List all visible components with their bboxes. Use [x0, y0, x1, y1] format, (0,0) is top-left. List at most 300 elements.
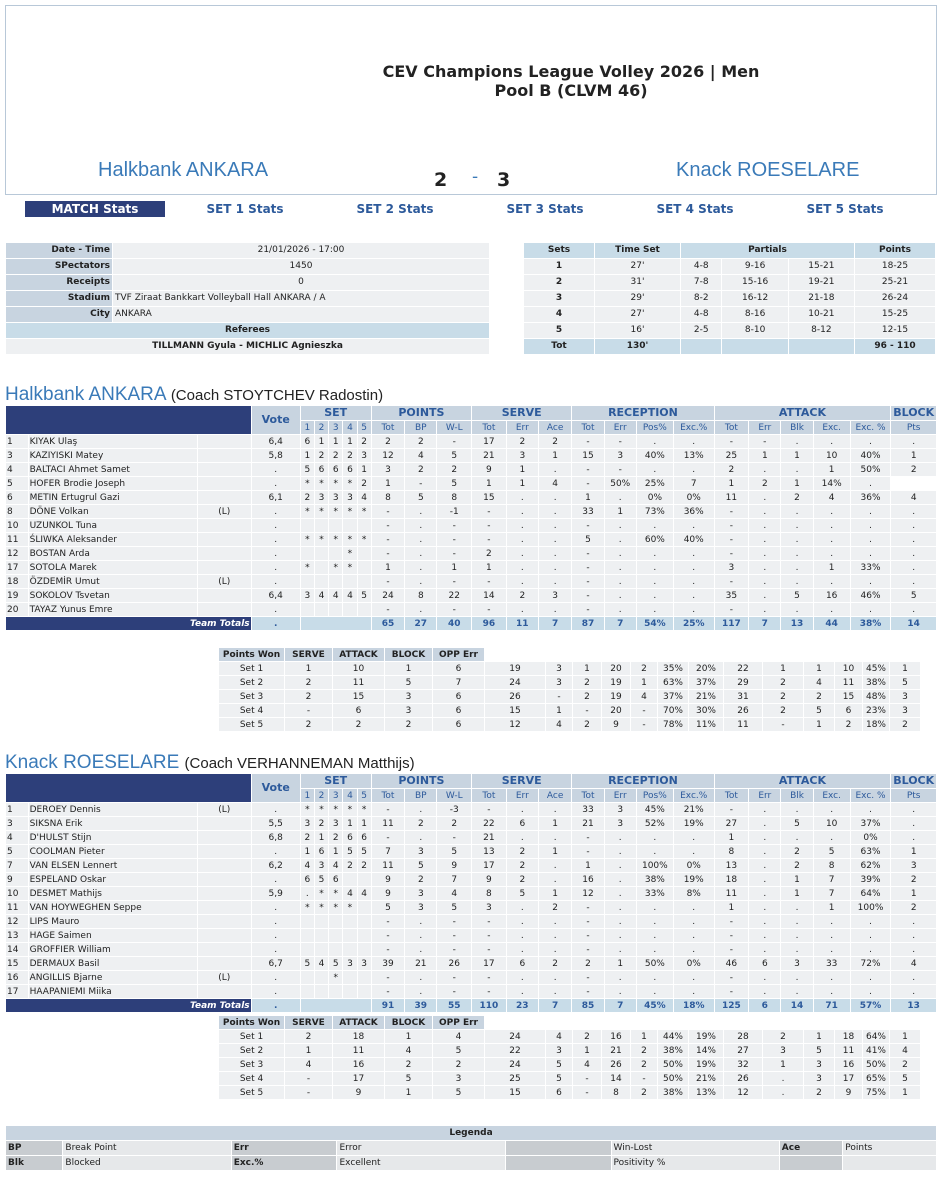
- player-row: [6, 901, 936, 914]
- stat-cell: .: [405, 603, 436, 616]
- player-name[interactable]: SOKOLOV Tsvetan: [29, 589, 197, 602]
- totals-cell: 23: [507, 999, 538, 1012]
- stat-cell: 50%: [605, 477, 636, 490]
- player-name[interactable]: BALTACI Ahmet Samet: [29, 463, 197, 476]
- stat-cell: 39%: [851, 873, 891, 886]
- stats-sub-header: Tot: [715, 421, 749, 434]
- stat-cell: 2: [405, 463, 436, 476]
- stat-cell: *: [301, 803, 314, 816]
- player-name[interactable]: KIYAK Ulaş: [29, 435, 197, 448]
- stats-sub-header: Err: [605, 421, 636, 434]
- points-won-cell: 4: [573, 1058, 601, 1071]
- points-won-cell: 2: [631, 1086, 657, 1099]
- player-row: [6, 435, 936, 448]
- libero-flag: [198, 957, 251, 970]
- stat-cell: -: [437, 915, 471, 928]
- stat-cell: -: [572, 561, 603, 574]
- stat-cell: 1: [315, 831, 328, 844]
- stat-cell: 2: [315, 449, 328, 462]
- points-won-row: [219, 1072, 938, 1085]
- home-team-name[interactable]: Halkbank ANKARA: [98, 159, 269, 181]
- stats-sub-header: Ace: [539, 789, 571, 802]
- stat-cell: .: [781, 929, 812, 942]
- player-number: 3: [6, 449, 28, 462]
- legend-desc: Points: [843, 1141, 936, 1155]
- player-name[interactable]: LIPS Mauro: [29, 915, 197, 928]
- stat-cell: 2: [507, 859, 538, 872]
- stat-cell: .: [814, 971, 850, 984]
- stat-cell: 1: [539, 817, 571, 830]
- points-won-cell: 65%: [863, 1072, 889, 1085]
- tab-set1-stats[interactable]: SET 1 Stats: [206, 202, 284, 216]
- totals-cell: 18%: [674, 999, 714, 1012]
- tab-set4-stats[interactable]: SET 4 Stats: [656, 202, 734, 216]
- stats-group-header: POINTS: [372, 406, 471, 420]
- sets-cell: 21-18: [789, 291, 854, 306]
- libero-flag: [198, 547, 251, 560]
- stat-cell: 0%: [637, 491, 673, 504]
- stat-cell: 3: [405, 901, 436, 914]
- stat-cell: .: [781, 915, 812, 928]
- stat-cell: .: [252, 971, 300, 984]
- stat-cell: 16: [572, 873, 603, 886]
- stat-cell: 0%: [674, 859, 714, 872]
- points-won-cell: 19: [485, 662, 545, 675]
- stat-cell: .: [605, 859, 636, 872]
- stat-cell: .: [781, 547, 812, 560]
- stat-cell: -: [372, 929, 404, 942]
- points-won-cell: 4: [546, 1030, 572, 1043]
- stat-cell: 4: [358, 491, 371, 504]
- points-won-cell: -: [573, 704, 601, 717]
- points-won-cell: 2: [285, 690, 332, 703]
- player-name[interactable]: HAAPANIEMI Miika: [29, 985, 197, 998]
- totals-cell: 117: [715, 617, 749, 630]
- player-number: 17: [6, 561, 28, 574]
- points-won-cell: 1: [573, 662, 601, 675]
- player-name[interactable]: DÖNE Volkan: [29, 505, 197, 518]
- stat-cell: [315, 943, 328, 956]
- points-won-cell: 2: [835, 718, 862, 731]
- stat-cell: 5: [891, 589, 936, 602]
- stat-cell: .: [252, 929, 300, 942]
- stat-cell: -: [605, 435, 636, 448]
- libero-flag: (L): [198, 971, 251, 984]
- stat-cell: [315, 929, 328, 942]
- stat-cell: 1: [781, 477, 812, 490]
- stat-cell: .: [539, 519, 571, 532]
- points-won-cell: 14%: [689, 1044, 723, 1057]
- stats-group-header: ATTACK: [715, 406, 891, 420]
- stat-cell: 2: [507, 873, 538, 886]
- points-won-cell: 1: [631, 676, 657, 689]
- points-won-cell: 3: [546, 676, 572, 689]
- player-number: 11: [6, 901, 28, 914]
- away-team-name[interactable]: Knack ROESELARE: [676, 159, 860, 181]
- points-won-cell: 44%: [658, 1030, 688, 1043]
- points-won-cell: -: [631, 1072, 657, 1085]
- stat-cell: 1: [715, 831, 749, 844]
- player-name[interactable]: HAGE Saimen: [29, 929, 197, 942]
- player-number: 3: [6, 817, 28, 830]
- stat-cell: .: [674, 575, 714, 588]
- stats-sub-header: Blk: [781, 421, 812, 434]
- tab-set5-stats[interactable]: SET 5 Stats: [806, 202, 884, 216]
- stat-cell: .: [781, 603, 812, 616]
- player-name[interactable]: METIN Ertugrul Gazi: [29, 491, 197, 504]
- stat-cell: *: [329, 901, 342, 914]
- player-name[interactable]: DERMAUX Basil: [29, 957, 197, 970]
- stat-cell: [358, 547, 371, 560]
- player-name[interactable]: BOSTAN Arda: [29, 547, 197, 560]
- stats-sub-header: Exc.: [814, 421, 850, 434]
- player-name[interactable]: ESPELAND Oskar: [29, 873, 197, 886]
- libero-flag: [198, 873, 251, 886]
- libero-flag: [198, 985, 251, 998]
- stat-cell: 1: [605, 957, 636, 970]
- sets-total-cell: 130': [595, 339, 680, 354]
- stat-cell: .: [637, 519, 673, 532]
- stat-cell: [358, 943, 371, 956]
- stat-cell: [358, 519, 371, 532]
- stats-sub-header: Exc. %: [851, 789, 891, 802]
- home-team-stats-table: [5, 405, 937, 631]
- stat-cell: 17: [472, 957, 506, 970]
- stat-cell: 24: [372, 589, 404, 602]
- stat-cell: .: [637, 561, 673, 574]
- stat-cell: -: [715, 603, 749, 616]
- stat-cell: 8: [814, 859, 850, 872]
- points-won-cell: 1: [385, 662, 432, 675]
- stat-cell: 33: [572, 505, 603, 518]
- stat-cell: [358, 603, 371, 616]
- points-won-cell: 1: [631, 1030, 657, 1043]
- points-won-header: SERVE: [285, 1016, 332, 1029]
- player-name[interactable]: KAZIYISKI Matey: [29, 449, 197, 462]
- stat-cell: .: [637, 435, 673, 448]
- stats-group-header: BLOCK: [893, 774, 935, 787]
- player-name[interactable]: SIKSNA Erik: [29, 817, 197, 830]
- legend-desc: [843, 1156, 936, 1170]
- stat-cell: .: [814, 929, 850, 942]
- stat-cell: 33%: [851, 561, 891, 574]
- points-won-cell: 37%: [658, 690, 688, 703]
- stat-cell: 6: [343, 463, 356, 476]
- stat-cell: .: [891, 943, 936, 956]
- points-won-cell: 21%: [689, 1072, 723, 1085]
- stat-cell: 19%: [674, 817, 714, 830]
- sets-cell: 8-12: [789, 323, 854, 338]
- stat-cell: [343, 929, 356, 942]
- player-name[interactable]: GROFFIER William: [29, 943, 197, 956]
- stat-cell: 8: [715, 845, 749, 858]
- stat-cell: 1: [437, 561, 471, 574]
- player-number: 12: [6, 547, 28, 560]
- stat-cell: 6: [315, 845, 328, 858]
- points-won-cell: 4: [385, 1044, 432, 1057]
- stat-cell: .: [814, 915, 850, 928]
- stat-cell: *: [315, 901, 328, 914]
- points-won-cell: 12: [724, 1086, 762, 1099]
- legend-table: [5, 1125, 937, 1171]
- points-won-cell: -: [285, 1086, 332, 1099]
- stat-cell: 2: [301, 491, 314, 504]
- player-name[interactable]: VAN ELSEN Lennert: [29, 859, 197, 872]
- stat-cell: .: [891, 519, 936, 532]
- stat-cell: 1: [329, 845, 342, 858]
- points-won-cell: 11: [724, 718, 762, 731]
- totals-cell: 96: [472, 617, 506, 630]
- stat-cell: 36%: [674, 505, 714, 518]
- stat-cell: 1: [539, 887, 571, 900]
- stat-cell: .: [749, 831, 780, 844]
- stat-cell: 1: [891, 845, 936, 858]
- stat-cell: .: [814, 519, 850, 532]
- stat-cell: .: [674, 561, 714, 574]
- player-number: 12: [6, 915, 28, 928]
- stats-sub-header: Blk: [781, 789, 812, 802]
- info-label: City: [6, 307, 112, 322]
- player-row: [6, 463, 936, 476]
- stat-cell: 0%: [674, 491, 714, 504]
- player-name[interactable]: SOTOLA Marek: [29, 561, 197, 574]
- tab-set3-stats[interactable]: SET 3 Stats: [506, 202, 584, 216]
- stat-cell: .: [749, 575, 780, 588]
- stat-cell: -: [472, 505, 506, 518]
- tab-match-stats[interactable]: MATCH Stats: [25, 201, 165, 217]
- totals-cell: 7: [539, 617, 571, 630]
- stat-cell: -: [715, 435, 749, 448]
- stat-cell: [301, 971, 314, 984]
- stat-cell: .: [749, 491, 780, 504]
- stat-cell: 17: [472, 859, 506, 872]
- totals-cell: 125: [715, 999, 749, 1012]
- stats-group-header: SET: [301, 406, 371, 420]
- stat-cell: .: [405, 505, 436, 518]
- stat-cell: 10: [814, 449, 850, 462]
- player-name[interactable]: VAN HOYWEGHEN Seppe: [29, 901, 197, 914]
- player-number: 7: [6, 859, 28, 872]
- sets-total-cell: Tot: [524, 339, 594, 354]
- points-won-cell: 2: [285, 718, 332, 731]
- player-row: [6, 831, 936, 844]
- stat-cell: .: [605, 603, 636, 616]
- player-number: 4: [6, 463, 28, 476]
- sets-row: [524, 259, 935, 274]
- stat-cell: .: [605, 901, 636, 914]
- stat-cell: -: [715, 575, 749, 588]
- stat-cell: -: [372, 505, 404, 518]
- stat-cell: .: [507, 803, 538, 816]
- libero-flag: [198, 943, 251, 956]
- stats-sub-header: BP: [405, 421, 436, 434]
- points-won-cell: 2: [285, 676, 332, 689]
- stat-cell: -: [715, 505, 749, 518]
- player-name[interactable]: D'HULST Stijn: [29, 831, 197, 844]
- stat-cell: [329, 929, 342, 942]
- stat-cell: .: [405, 561, 436, 574]
- player-name[interactable]: UZUNKOL Tuna: [29, 519, 197, 532]
- stat-cell: [329, 575, 342, 588]
- points-won-cell: 18: [835, 1030, 862, 1043]
- stat-cell: 1: [749, 449, 780, 462]
- stat-cell: .: [252, 845, 300, 858]
- stat-cell: 15: [572, 449, 603, 462]
- stat-cell: 2: [539, 957, 571, 970]
- player-name[interactable]: HOFER Brodie Joseph: [29, 477, 197, 490]
- player-name[interactable]: ŚLIWKA Aleksander: [29, 533, 197, 546]
- match-header: [5, 5, 937, 195]
- points-won-cell: -: [631, 718, 657, 731]
- stat-cell: .: [605, 971, 636, 984]
- stat-cell: 4: [358, 887, 371, 900]
- libero-flag: [198, 817, 251, 830]
- points-won-cell: 2: [631, 1044, 657, 1057]
- points-won-cell: 64%: [863, 1030, 889, 1043]
- tab-set2-stats[interactable]: SET 2 Stats: [356, 202, 434, 216]
- stat-cell: .: [605, 831, 636, 844]
- legend-key: [506, 1141, 611, 1155]
- stat-cell: 8: [372, 491, 404, 504]
- libero-flag: [198, 859, 251, 872]
- player-number: 16: [6, 971, 28, 984]
- stat-cell: *: [329, 971, 342, 984]
- stat-cell: 37%: [851, 817, 891, 830]
- player-name[interactable]: COOLMAN Pieter: [29, 845, 197, 858]
- player-name[interactable]: DEROEY Dennis: [29, 803, 197, 816]
- stat-cell: 63%: [851, 845, 891, 858]
- stat-cell: *: [343, 505, 356, 518]
- stat-cell: -: [715, 985, 749, 998]
- points-won-cell: Set 5: [219, 1086, 284, 1099]
- stat-cell: *: [315, 533, 328, 546]
- stat-cell: 8%: [674, 887, 714, 900]
- stat-cell: .: [507, 561, 538, 574]
- stat-cell: [301, 915, 314, 928]
- stat-cell: .: [405, 533, 436, 546]
- points-won-row: [219, 690, 938, 703]
- points-won-cell: 3: [385, 690, 432, 703]
- player-name[interactable]: ÖZDEMİR Umut: [29, 575, 197, 588]
- points-won-cell: 18: [333, 1030, 384, 1043]
- stat-cell: .: [891, 435, 936, 448]
- stat-cell: .: [301, 887, 314, 900]
- stat-cell: .: [539, 929, 571, 942]
- stat-cell: .: [605, 561, 636, 574]
- stat-cell: 6: [507, 957, 538, 970]
- stat-cell: 4: [329, 859, 342, 872]
- points-won-cell: 16: [333, 1058, 384, 1071]
- stat-cell: .: [749, 887, 780, 900]
- stat-cell: 3: [315, 491, 328, 504]
- stat-cell: .: [749, 589, 780, 602]
- stat-cell: 3: [891, 859, 936, 872]
- points-won-cell: 1: [890, 1030, 920, 1043]
- stat-cell: 1: [781, 449, 812, 462]
- stat-cell: 4: [315, 957, 328, 970]
- points-won-cell: 4: [804, 676, 834, 689]
- stat-cell: 5: [405, 859, 436, 872]
- points-won-cell: -: [573, 1086, 601, 1099]
- stats-sub-header: 3: [329, 421, 342, 434]
- stat-cell: 2: [358, 477, 371, 490]
- points-won-cell: 29: [724, 676, 762, 689]
- stat-cell: .: [749, 915, 780, 928]
- stat-cell: 14: [472, 589, 506, 602]
- points-won-cell: 50%: [863, 1058, 889, 1071]
- stat-cell: 6,7: [252, 957, 300, 970]
- stat-cell: 6: [329, 463, 342, 476]
- stat-cell: -: [372, 831, 404, 844]
- points-won-cell: Set 2: [219, 676, 284, 689]
- totals-cell: 7: [605, 617, 636, 630]
- stat-cell: *: [315, 803, 328, 816]
- points-won-cell: 2: [890, 718, 920, 731]
- totals-cell: 55: [437, 999, 471, 1012]
- points-won-cell: 10: [333, 662, 384, 675]
- sets-table: [523, 242, 936, 355]
- stat-cell: -: [372, 971, 404, 984]
- legend-key: [506, 1156, 611, 1170]
- points-won-cell: 1: [573, 1044, 601, 1057]
- points-won-cell: 5: [804, 1044, 834, 1057]
- points-won-row: [219, 1058, 938, 1071]
- points-won-cell: 3: [804, 1058, 834, 1071]
- points-won-cell: 1: [546, 704, 572, 717]
- stat-cell: 2: [472, 547, 506, 560]
- points-won-cell: 2: [804, 690, 834, 703]
- stat-cell: .: [781, 971, 812, 984]
- stat-cell: [315, 547, 328, 560]
- stat-cell: .: [674, 463, 714, 476]
- player-row: [6, 575, 936, 588]
- stat-cell: .: [749, 463, 780, 476]
- libero-flag: [198, 845, 251, 858]
- stat-cell: *: [358, 505, 371, 518]
- stat-cell: 33: [572, 803, 603, 816]
- stat-cell: .: [891, 603, 936, 616]
- stat-cell: 4: [405, 449, 436, 462]
- player-name[interactable]: ANGILLIS Bjarne: [29, 971, 197, 984]
- stat-cell: .: [539, 547, 571, 560]
- stat-cell: 2: [572, 957, 603, 970]
- stat-cell: -: [437, 575, 471, 588]
- stat-cell: .: [605, 491, 636, 504]
- points-won-cell: 8: [602, 1086, 630, 1099]
- points-won-cell: 2: [631, 1058, 657, 1071]
- stat-cell: 5: [572, 533, 603, 546]
- stat-cell: .: [405, 803, 436, 816]
- stat-cell: .: [851, 519, 891, 532]
- stat-cell: 21: [472, 831, 506, 844]
- stat-cell: .: [252, 873, 300, 886]
- player-name[interactable]: TAYAZ Yunus Emre: [29, 603, 197, 616]
- player-name[interactable]: DESMET Mathijs: [29, 887, 197, 900]
- points-won-header: SERVE: [285, 648, 332, 661]
- stat-cell: *: [301, 901, 314, 914]
- points-won-cell: Set 5: [219, 718, 284, 731]
- points-won-cell: 1: [804, 662, 834, 675]
- libero-flag: [198, 491, 251, 504]
- stat-cell: .: [749, 943, 780, 956]
- stat-cell: 4: [343, 887, 356, 900]
- points-won-cell: 6: [433, 662, 484, 675]
- libero-flag: [198, 449, 251, 462]
- stat-cell: 2: [315, 817, 328, 830]
- player-row: [6, 985, 936, 998]
- stats-sub-header: 2: [315, 789, 328, 802]
- stat-cell: 100%: [851, 901, 891, 914]
